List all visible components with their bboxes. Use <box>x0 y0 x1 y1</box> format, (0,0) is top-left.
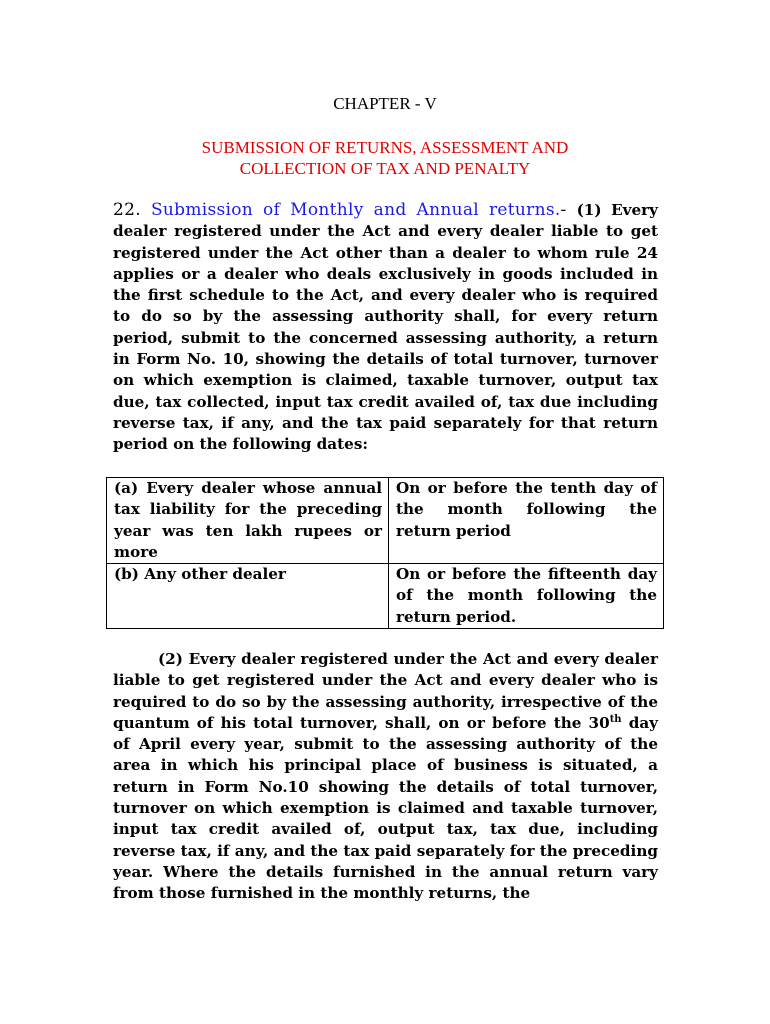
chapter-title: CHAPTER - V <box>333 94 437 113</box>
due-date-cell: On or before the tenth day of the month following the return period <box>388 478 663 564</box>
rule-22-paragraph <box>113 200 658 456</box>
sub-rule-2-text-part-1: (2) Every dealer registered under the Act and every dealer liable to get registered under the Act and every dealer who is required to do so by the assessing authority, irrespective of the quantum of his total turnover, shall, on or before the 30 <box>113 650 658 732</box>
return-dates-table <box>106 477 664 629</box>
due-date-cell: On or before the fifteenth day of the month following the return period. <box>388 564 663 629</box>
table-row <box>107 564 664 629</box>
dealer-category-cell: (b) Any other dealer <box>107 564 389 629</box>
dealer-category-cell: (a) Every dealer whose annual tax liability for the preceding year was ten lakh rupees or more <box>107 478 389 564</box>
sub-rule-1-text: (1) Every dealer registered under the Act and every dealer liable to get registered under the Act other than a dealer to whom rule 24 applies or a dealer who deals exclusively in goods included in the first schedule to the Act, and every dealer who is required to do so by the assessing authority shall, for every return period, submit to the concerned assessing authority, a return in Form No. 10, showing the details of total turnover, turnover on which exemption is claimed, taxable turnover, output tax due, tax collected, input tax credit availed of, tax due including reverse tax, if any, and the tax paid separately for that return period on the following dates: <box>113 201 658 454</box>
chapter-heading-line-2: COLLECTION OF TAX AND PENALTY <box>239 159 531 178</box>
table-row <box>107 478 664 564</box>
rule-number: 22. <box>113 200 141 220</box>
sub-rule-2-text-part-2: day of April every year, submit to the assessing authority of the area in which his principal place of business is situated, a return in Form No.10 showing the details of total turnover, turnover on which exemption is claimed and taxable turnover, input tax credit availed of, output tax, tax due, including reverse tax, if any, and the tax paid separately for the preceding year. Where the details furnished in the annual return vary from those furnished in the monthly returns, the <box>113 713 658 903</box>
chapter-heading <box>0 137 770 179</box>
chapter-heading-line-1: SUBMISSION OF RETURNS, ASSESSMENT AND <box>201 138 569 157</box>
rule-title-dash: - <box>560 200 577 220</box>
ordinal-suffix: th <box>609 713 622 725</box>
sub-rule-2-paragraph <box>113 649 658 905</box>
rule-title: Submission of Monthly and Annual returns. <box>150 200 561 220</box>
